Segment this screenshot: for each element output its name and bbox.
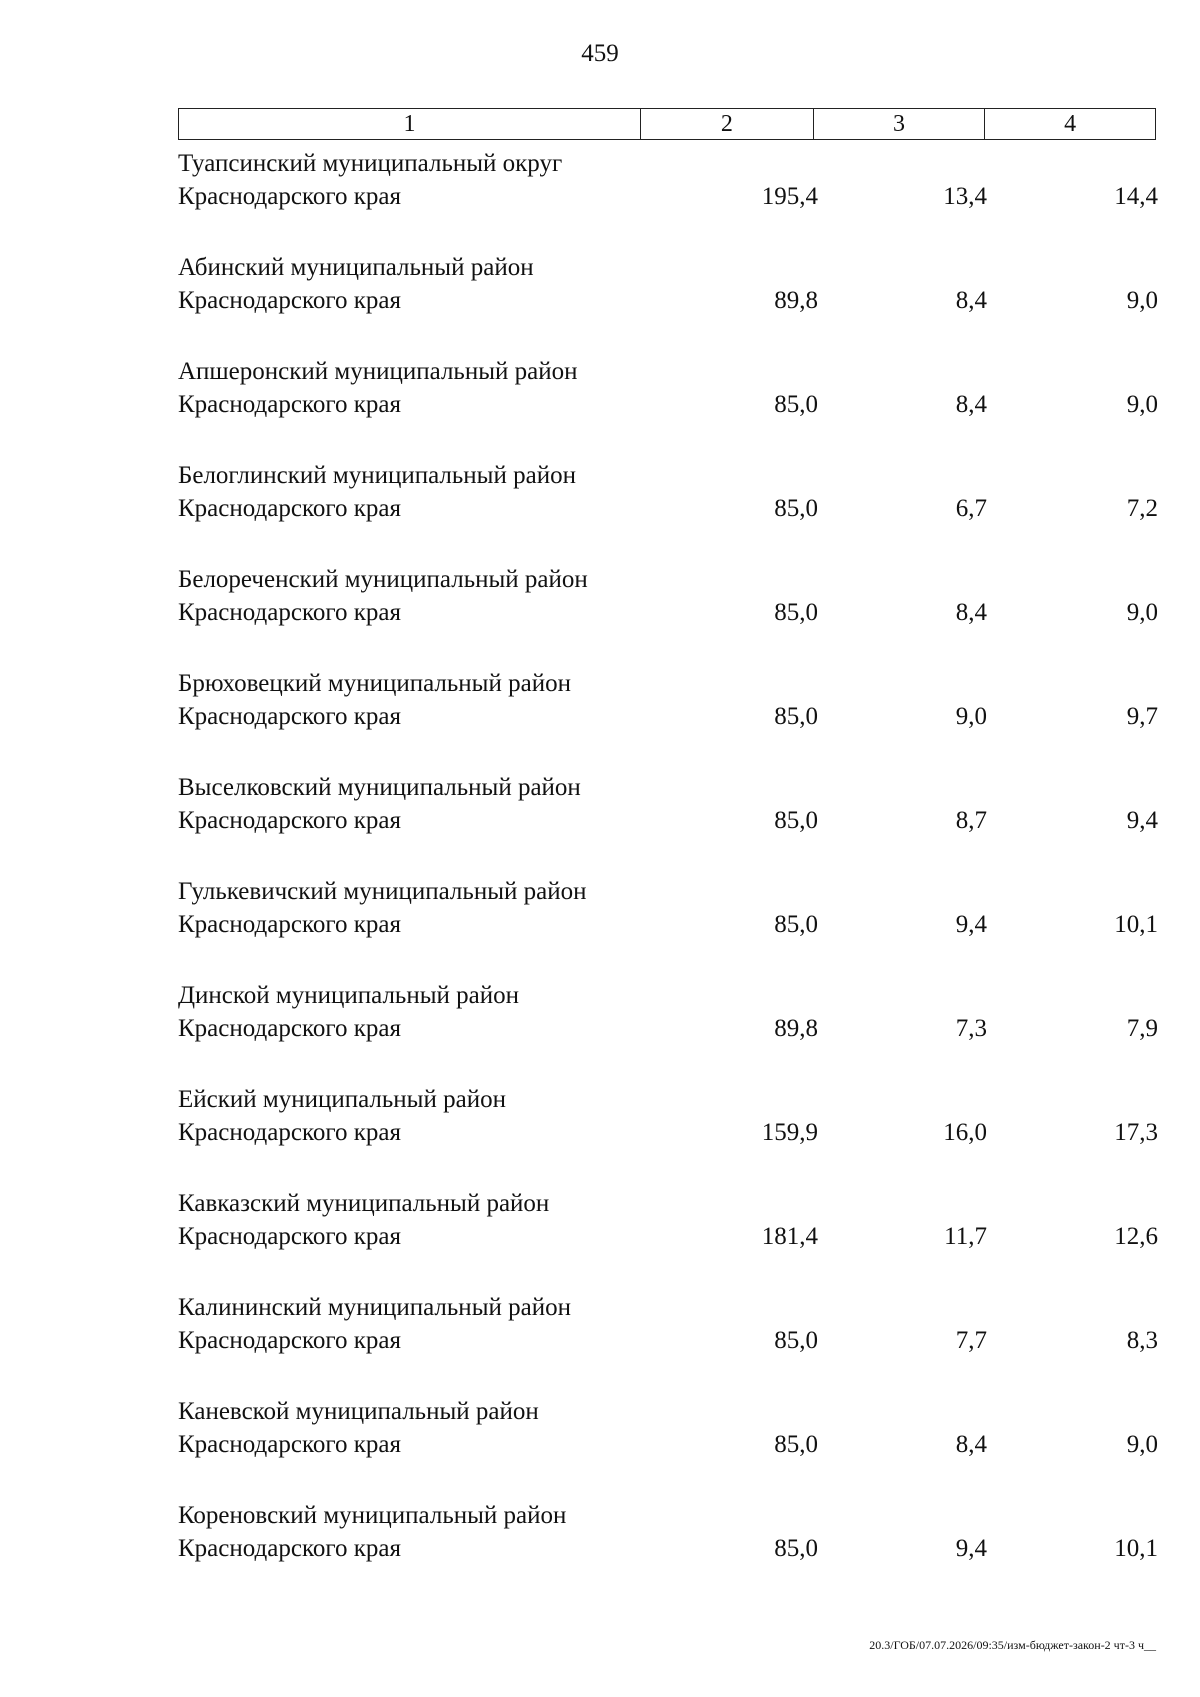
page-number: 459 — [581, 40, 619, 67]
row-municipality-name: Белоглинский муниципальный район Краснодарского края — [178, 462, 576, 522]
table-row — [178, 1083, 1158, 1187]
row-value-col2: 85,0 — [774, 703, 818, 730]
table-body — [178, 147, 1158, 1603]
row-value-col4: 10,1 — [1114, 911, 1158, 938]
row-value-col2: 85,0 — [774, 1327, 818, 1354]
row-value-col3: 13,4 — [943, 183, 987, 210]
footer-stamp: 20.3/ГОБ/07.07.2026/09:35/изм-бюджет-закон-2 чт-3 ч__ — [869, 1638, 1156, 1652]
row-value-col4: 9,0 — [1126, 287, 1158, 314]
header-cell-2: 2 — [641, 109, 814, 139]
row-value-col2: 85,0 — [774, 599, 818, 626]
row-value-col4: 12,6 — [1114, 1223, 1158, 1250]
row-value-col4: 10,1 — [1114, 1535, 1158, 1562]
table-row — [178, 1187, 1158, 1291]
row-municipality-name: Апшеронский муниципальный район Краснодарского края — [178, 358, 578, 418]
row-municipality-name: Кореновский муниципальный район Краснодарского края — [178, 1502, 567, 1562]
row-value-col2: 85,0 — [774, 391, 818, 418]
table-row — [178, 563, 1158, 667]
row-value-col3: 6,7 — [955, 495, 987, 522]
table-row — [178, 251, 1158, 355]
row-municipality-name: Туапсинский муниципальный округ Краснодарского края — [178, 150, 563, 210]
row-value-col4: 7,9 — [1126, 1015, 1158, 1042]
table-header — [178, 108, 1156, 140]
row-value-col4: 9,0 — [1126, 599, 1158, 626]
row-value-col4: 9,7 — [1126, 703, 1158, 730]
row-municipality-name: Динской муниципальный район Краснодарского края — [178, 982, 519, 1042]
row-value-col2: 85,0 — [774, 911, 818, 938]
row-value-col3: 7,3 — [955, 1015, 987, 1042]
row-municipality-name: Кавказский муниципальный район Краснодарского края — [178, 1190, 550, 1250]
header-cell-1: 1 — [179, 109, 641, 139]
row-value-col3: 11,7 — [944, 1223, 987, 1250]
row-value-col4: 9,4 — [1126, 807, 1158, 834]
row-municipality-name: Абинский муниципальный район Краснодарского края — [178, 254, 534, 314]
row-value-col3: 8,4 — [955, 1431, 987, 1458]
table-row — [178, 667, 1158, 771]
row-value-col2: 85,0 — [774, 495, 818, 522]
table-row — [178, 1499, 1158, 1603]
row-municipality-name: Каневской муниципальный район Краснодарского края — [178, 1398, 539, 1458]
row-value-col4: 9,0 — [1126, 391, 1158, 418]
row-municipality-name: Белореченский муниципальный район Краснодарского края — [178, 566, 588, 626]
row-value-col3: 9,0 — [955, 703, 987, 730]
row-value-col3: 7,7 — [955, 1327, 987, 1354]
table-row — [178, 459, 1158, 563]
row-municipality-name: Гулькевичский муниципальный район Краснодарского края — [178, 878, 587, 938]
row-value-col4: 9,0 — [1126, 1431, 1158, 1458]
row-value-col2: 195,4 — [761, 183, 818, 210]
row-value-col2: 181,4 — [761, 1223, 818, 1250]
table-row — [178, 1291, 1158, 1395]
header-cell-3: 3 — [814, 109, 986, 139]
header-cell-4: 4 — [1064, 111, 1077, 137]
row-value-col4: 14,4 — [1114, 183, 1158, 210]
row-municipality-name: Ейский муниципальный район Краснодарского края — [178, 1086, 506, 1146]
row-value-col3: 8,7 — [955, 807, 987, 834]
table-row — [178, 147, 1158, 251]
row-value-col2: 85,0 — [774, 807, 818, 834]
row-value-col3: 9,4 — [955, 1535, 987, 1562]
row-value-col4: 7,2 — [1126, 495, 1158, 522]
table-row — [178, 1395, 1158, 1499]
row-value-col3: 8,4 — [955, 599, 987, 626]
row-value-col3: 8,4 — [955, 391, 987, 418]
table-row — [178, 979, 1158, 1083]
row-value-col3: 9,4 — [955, 911, 987, 938]
row-value-col2: 89,8 — [774, 1015, 818, 1042]
row-value-col2: 159,9 — [761, 1119, 818, 1146]
row-municipality-name: Калининский муниципальный район Краснодарского края — [178, 1294, 571, 1354]
row-value-col2: 85,0 — [774, 1535, 818, 1562]
row-municipality-name: Брюховецкий муниципальный район Краснодарского края — [178, 670, 571, 730]
table-row — [178, 875, 1158, 979]
row-value-col4: 8,3 — [1126, 1327, 1158, 1354]
row-municipality-name: Выселковский муниципальный район Краснодарского края — [178, 774, 581, 834]
row-value-col2: 89,8 — [774, 287, 818, 314]
row-value-col4: 17,3 — [1114, 1119, 1158, 1146]
table-row — [178, 355, 1158, 459]
row-value-col3: 8,4 — [955, 287, 987, 314]
row-value-col2: 85,0 — [774, 1431, 818, 1458]
table-row — [178, 771, 1158, 875]
row-value-col3: 16,0 — [943, 1119, 987, 1146]
